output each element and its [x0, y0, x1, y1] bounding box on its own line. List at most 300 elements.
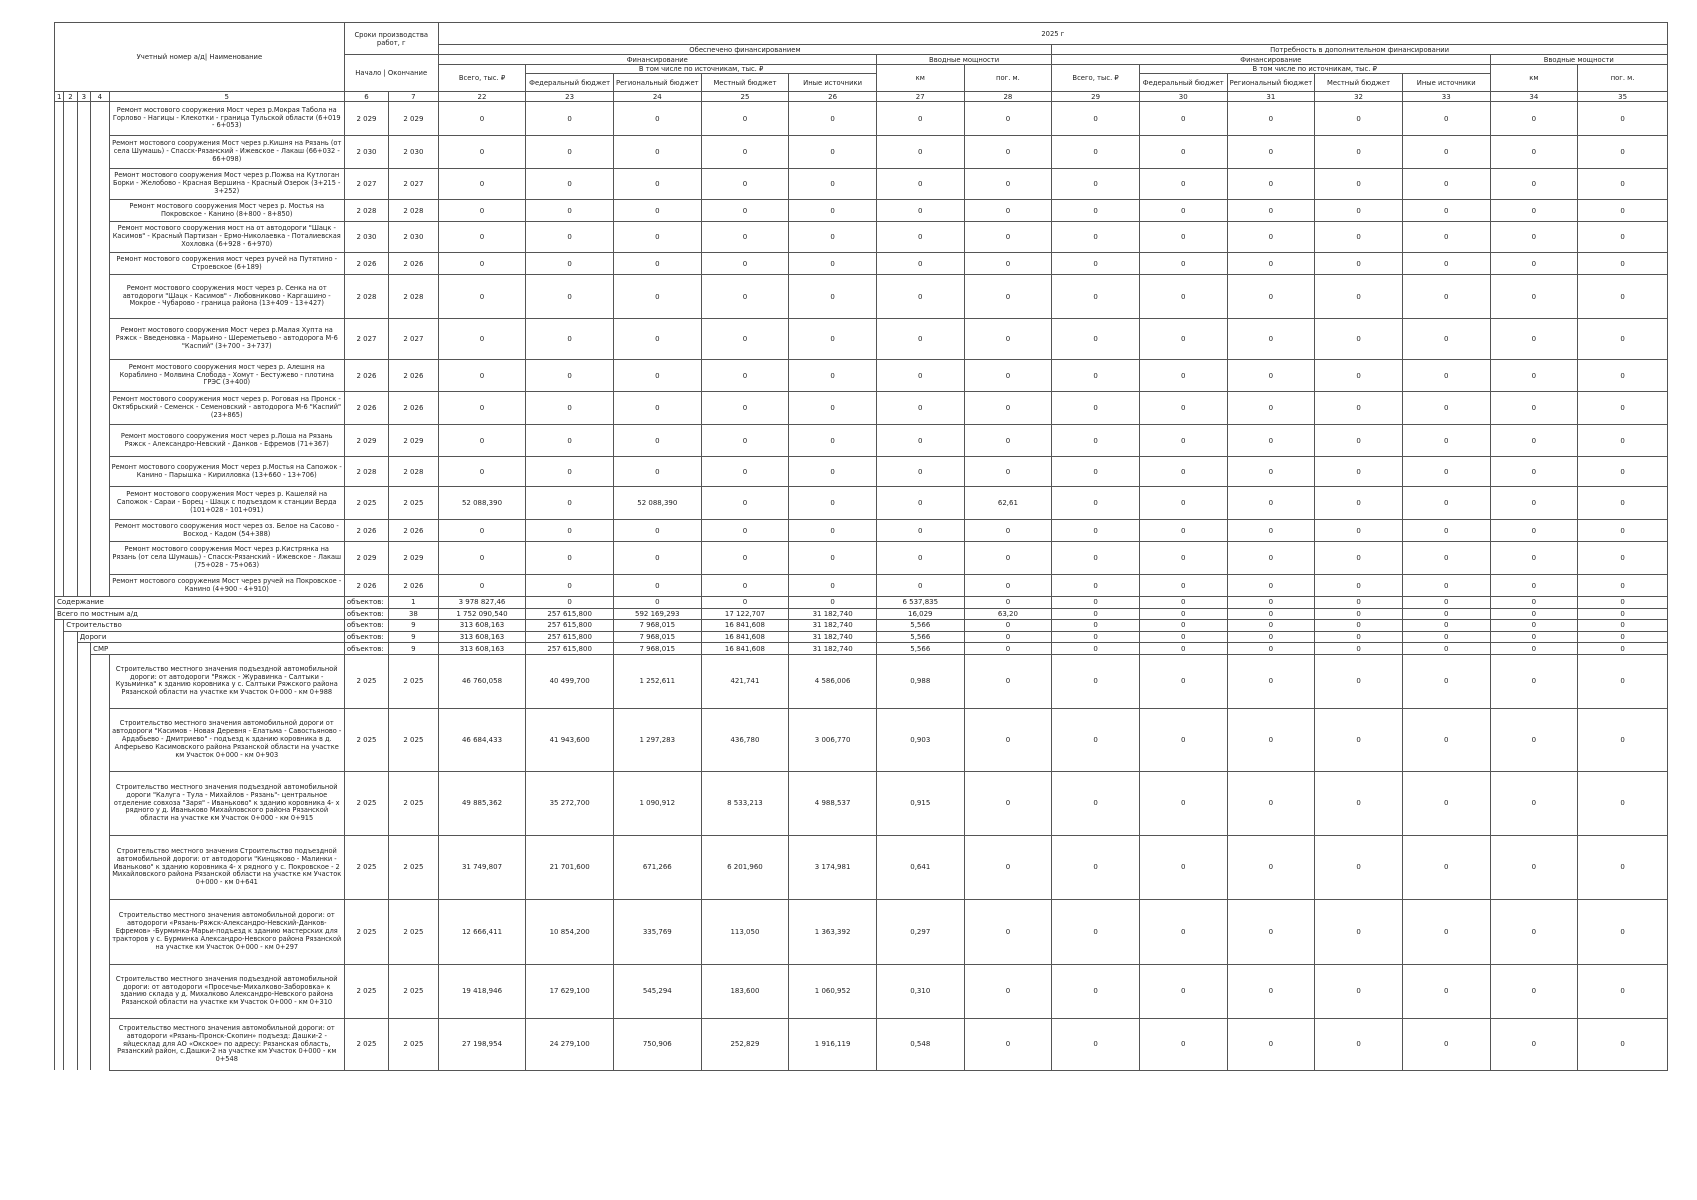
indent-cell: [77, 169, 90, 200]
value-cell: 0: [1315, 425, 1403, 457]
value-cell: 0: [1490, 708, 1578, 771]
value-cell: 0: [1402, 654, 1490, 708]
header-year: 2025 г: [438, 23, 1667, 45]
value-cell: 0: [789, 102, 877, 136]
indent-cell: [64, 392, 77, 425]
value-cell: 0: [438, 542, 526, 575]
header-start-end: Начало | Окончание: [344, 55, 438, 92]
value-cell: 0: [1490, 643, 1578, 655]
indent-cell: [77, 102, 90, 136]
value-cell: 0: [1139, 392, 1227, 425]
value-cell: 0: [526, 275, 614, 319]
indent-cell: [64, 654, 77, 708]
summary-row: [55, 631, 1668, 643]
value-cell: 0: [964, 319, 1052, 360]
header-pogm-secured: пог. м.: [964, 65, 1052, 92]
indent-cell: [64, 425, 77, 457]
summary-label: Строительство: [64, 620, 345, 632]
value-cell: 0: [701, 457, 789, 487]
value-cell: 0: [1578, 200, 1668, 222]
value-cell: 0: [701, 575, 789, 597]
value-cell: 0: [876, 169, 964, 200]
table-row: [55, 575, 1668, 597]
value-cell: 3 174,981: [789, 835, 877, 899]
value-cell: 313 608,163: [438, 631, 526, 643]
header-local: Местный бюджет: [701, 74, 789, 92]
value-cell: 0: [1402, 643, 1490, 655]
value-cell: 0: [1052, 608, 1140, 620]
value-cell: 0: [964, 835, 1052, 899]
value-cell: 0: [438, 575, 526, 597]
start-year: 2 029: [344, 425, 388, 457]
value-cell: 0: [1490, 457, 1578, 487]
indent-cell: [91, 222, 110, 253]
indent-cell: [64, 1018, 77, 1070]
value-cell: 592 169,293: [613, 608, 701, 620]
value-cell: 0: [613, 457, 701, 487]
start-year: 2 026: [344, 520, 388, 542]
value-cell: 0,903: [876, 708, 964, 771]
header-total-need: Всего, тыс. ₽: [1052, 65, 1140, 92]
indent-cell: [64, 899, 77, 964]
value-cell: 0: [701, 597, 789, 609]
value-cell: 0: [1578, 457, 1668, 487]
value-cell: 0: [964, 542, 1052, 575]
value-cell: 545,294: [613, 964, 701, 1018]
value-cell: 0: [1139, 964, 1227, 1018]
value-cell: 0: [876, 360, 964, 392]
table-row: [55, 835, 1668, 899]
value-cell: 0: [1578, 964, 1668, 1018]
value-cell: 0: [613, 575, 701, 597]
value-cell: 313 608,163: [438, 643, 526, 655]
value-cell: 0: [1490, 392, 1578, 425]
table-row: [55, 654, 1668, 708]
value-cell: 0: [1052, 899, 1140, 964]
value-cell: 1 916,119: [789, 1018, 877, 1070]
indent-cell: [91, 708, 110, 771]
column-number: 26: [789, 92, 877, 102]
value-cell: 0: [1227, 102, 1315, 136]
object-name: Ремонт мостового сооружения Мост через р.Малая Хупта на Ряжск - Введеновка - Марьино - Шереметьево - автодорога М-6 "Каспий" (3+700 - 3+737): [109, 319, 344, 360]
value-cell: 0: [1578, 319, 1668, 360]
value-cell: 0: [1139, 136, 1227, 169]
value-cell: 0: [526, 222, 614, 253]
value-cell: 0,988: [876, 654, 964, 708]
value-cell: 0: [1578, 1018, 1668, 1070]
column-number: 31: [1227, 92, 1315, 102]
value-cell: 0: [1052, 771, 1140, 835]
column-number: 34: [1490, 92, 1578, 102]
table-row: [55, 899, 1668, 964]
start-year: 2 028: [344, 275, 388, 319]
indent-cell: [91, 835, 110, 899]
indent-cell: [55, 275, 64, 319]
value-cell: 0: [1227, 457, 1315, 487]
value-cell: 0: [964, 275, 1052, 319]
header-km-need: км: [1490, 65, 1578, 92]
end-year: 2 027: [389, 169, 439, 200]
value-cell: 0: [1227, 425, 1315, 457]
value-cell: 0: [1052, 487, 1140, 520]
value-cell: 0: [789, 457, 877, 487]
value-cell: 0: [1139, 654, 1227, 708]
value-cell: 0: [613, 222, 701, 253]
value-cell: 0: [1402, 169, 1490, 200]
value-cell: 0: [964, 620, 1052, 632]
table-row: [55, 200, 1668, 222]
value-cell: 4 586,006: [789, 654, 877, 708]
value-cell: 0: [1139, 457, 1227, 487]
value-cell: 1 090,912: [613, 771, 701, 835]
value-cell: 0: [789, 597, 877, 609]
value-cell: 31 182,740: [789, 620, 877, 632]
value-cell: 0: [526, 392, 614, 425]
end-year: 2 025: [389, 487, 439, 520]
value-cell: 0: [701, 392, 789, 425]
value-cell: 0,310: [876, 964, 964, 1018]
value-cell: 0: [526, 542, 614, 575]
value-cell: 0: [1578, 597, 1668, 609]
header-sources-secured: В том числе по источникам, тыс. ₽: [526, 65, 877, 74]
value-cell: 0: [964, 1018, 1052, 1070]
value-cell: 0: [1578, 102, 1668, 136]
value-cell: 0: [1315, 275, 1403, 319]
indent-cell: [55, 222, 64, 253]
header-other: Иные источники: [789, 74, 877, 92]
table-row: [55, 360, 1668, 392]
end-year: 2 026: [389, 253, 439, 275]
value-cell: 0: [1490, 275, 1578, 319]
value-cell: 0: [1052, 654, 1140, 708]
value-cell: 0: [1402, 620, 1490, 632]
table-row: [55, 102, 1668, 136]
value-cell: 62,61: [964, 487, 1052, 520]
value-cell: 0: [701, 520, 789, 542]
value-cell: 0: [526, 102, 614, 136]
indent-cell: [91, 771, 110, 835]
value-cell: 0: [1315, 169, 1403, 200]
indent-cell: [64, 964, 77, 1018]
indent-cell: [55, 899, 64, 964]
object-name: Строительство местного значения автомобильной дороги от автодороги "Касимов - Новая Деревня - Елатьма - Савостьяново - Ардабьево - Дмитриево" - подъезд к зданию коровника в д. Алферьево Касимовского района Рязанской области на участке км Участок 0+000 - км 0+903: [109, 708, 344, 771]
summary-label: Содержание: [55, 597, 345, 609]
value-cell: 0: [964, 253, 1052, 275]
indent-cell: [55, 708, 64, 771]
value-cell: 0: [1315, 253, 1403, 275]
value-cell: 0: [1315, 360, 1403, 392]
header-other: Иные источники: [1402, 74, 1490, 92]
end-year: 2 025: [389, 964, 439, 1018]
value-cell: 0: [1490, 253, 1578, 275]
header-km-secured: км: [876, 65, 964, 92]
table-row: [55, 771, 1668, 835]
value-cell: 0: [1139, 620, 1227, 632]
value-cell: 0,641: [876, 835, 964, 899]
indent-cell: [64, 631, 77, 643]
value-cell: 17 629,100: [526, 964, 614, 1018]
value-cell: 0: [1402, 392, 1490, 425]
value-cell: 7 968,015: [613, 620, 701, 632]
start-year: 2 027: [344, 169, 388, 200]
value-cell: 0: [438, 425, 526, 457]
value-cell: 31 182,740: [789, 631, 877, 643]
indent-cell: [55, 964, 64, 1018]
value-cell: 0: [1578, 620, 1668, 632]
object-name: Ремонт мостового сооружения мост через р. Алешня на Кораблино - Молвина Слобода - Хомут - Бестужево - плотина ГРЭС (3+400): [109, 360, 344, 392]
column-number: 24: [613, 92, 701, 102]
value-cell: 52 088,390: [438, 487, 526, 520]
object-name: Ремонт мостового сооружения Мост через р. Мостья на Покровское - Канино (8+800 - 8+850): [109, 200, 344, 222]
value-cell: 0: [1578, 708, 1668, 771]
value-cell: 0: [876, 457, 964, 487]
report-sheet: [54, 22, 1668, 1071]
value-cell: 0: [964, 392, 1052, 425]
end-year: 2 026: [389, 520, 439, 542]
value-cell: 0: [1578, 631, 1668, 643]
indent-cell: [77, 392, 90, 425]
table-row: [55, 457, 1668, 487]
value-cell: 0: [1402, 360, 1490, 392]
value-cell: 0: [1490, 136, 1578, 169]
value-cell: 52 088,390: [613, 487, 701, 520]
value-cell: 0: [1227, 542, 1315, 575]
indent-cell: [91, 102, 110, 136]
value-cell: 252,829: [701, 1018, 789, 1070]
value-cell: 16 841,608: [701, 631, 789, 643]
indent-cell: [77, 200, 90, 222]
indent-cell: [64, 520, 77, 542]
value-cell: 0: [1490, 200, 1578, 222]
summary-count: 1: [389, 597, 439, 609]
value-cell: 0: [876, 102, 964, 136]
value-cell: 0: [1052, 136, 1140, 169]
indent-cell: [77, 457, 90, 487]
start-year: 2 030: [344, 136, 388, 169]
value-cell: 0: [789, 319, 877, 360]
indent-cell: [91, 520, 110, 542]
header-federal: Федеральный бюджет: [526, 74, 614, 92]
end-year: 2 025: [389, 708, 439, 771]
value-cell: 0: [1402, 964, 1490, 1018]
value-cell: 0: [964, 964, 1052, 1018]
value-cell: 0: [1490, 771, 1578, 835]
value-cell: 0: [701, 136, 789, 169]
header-sources-need: В том числе по источникам, тыс. ₽: [1139, 65, 1490, 74]
value-cell: 0: [1402, 253, 1490, 275]
header-regional: Региональный бюджет: [1227, 74, 1315, 92]
value-cell: 313 608,163: [438, 620, 526, 632]
value-cell: 0: [964, 102, 1052, 136]
column-number: 2: [64, 92, 77, 102]
value-cell: 0: [1315, 654, 1403, 708]
value-cell: 0: [1402, 425, 1490, 457]
value-cell: 257 615,800: [526, 643, 614, 655]
value-cell: 0: [1052, 222, 1140, 253]
value-cell: 8 533,213: [701, 771, 789, 835]
value-cell: 0: [526, 487, 614, 520]
indent-cell: [77, 835, 90, 899]
end-year: 2 026: [389, 575, 439, 597]
value-cell: 0: [1227, 392, 1315, 425]
value-cell: 0: [1578, 487, 1668, 520]
start-year: 2 025: [344, 835, 388, 899]
value-cell: 0: [1139, 835, 1227, 899]
table-row: [55, 487, 1668, 520]
value-cell: 0: [701, 360, 789, 392]
value-cell: 0: [964, 425, 1052, 457]
value-cell: 0: [701, 275, 789, 319]
value-cell: 17 122,707: [701, 608, 789, 620]
value-cell: 0: [789, 542, 877, 575]
value-cell: 0: [1052, 643, 1140, 655]
value-cell: 0: [1402, 899, 1490, 964]
value-cell: 0: [438, 222, 526, 253]
value-cell: 10 854,200: [526, 899, 614, 964]
indent-cell: [91, 169, 110, 200]
value-cell: 0: [1139, 708, 1227, 771]
value-cell: 0: [1315, 708, 1403, 771]
value-cell: 16 841,608: [701, 620, 789, 632]
end-year: 2 026: [389, 360, 439, 392]
object-name: Ремонт мостового сооружения мост через р.Лоша на Рязань Ряжск - Александро-Невский - Данков - Ефремов (71+367): [109, 425, 344, 457]
value-cell: 0: [1578, 542, 1668, 575]
value-cell: 0: [526, 575, 614, 597]
value-cell: 0: [613, 425, 701, 457]
value-cell: 5,566: [876, 643, 964, 655]
value-cell: 0: [1052, 631, 1140, 643]
value-cell: 46 684,433: [438, 708, 526, 771]
value-cell: 0: [438, 360, 526, 392]
value-cell: 0: [1052, 392, 1140, 425]
value-cell: 0: [1402, 542, 1490, 575]
value-cell: 0: [789, 222, 877, 253]
indent-cell: [77, 487, 90, 520]
value-cell: 0: [1139, 253, 1227, 275]
value-cell: 0: [701, 222, 789, 253]
end-year: 2 025: [389, 771, 439, 835]
start-year: 2 025: [344, 487, 388, 520]
value-cell: 0: [1315, 631, 1403, 643]
value-cell: 0: [1315, 608, 1403, 620]
value-cell: 0: [1052, 425, 1140, 457]
value-cell: 257 615,800: [526, 620, 614, 632]
value-cell: 7 968,015: [613, 643, 701, 655]
indent-cell: [55, 654, 64, 708]
value-cell: 0: [1490, 222, 1578, 253]
value-cell: 0: [701, 319, 789, 360]
column-number: 7: [389, 92, 439, 102]
value-cell: 1 297,283: [613, 708, 701, 771]
value-cell: 0: [1227, 620, 1315, 632]
value-cell: 0: [1315, 542, 1403, 575]
value-cell: 0: [1402, 708, 1490, 771]
indent-cell: [55, 575, 64, 597]
column-number: 23: [526, 92, 614, 102]
column-numbers-row: [55, 92, 1668, 102]
value-cell: 0: [1402, 520, 1490, 542]
indent-cell: [91, 200, 110, 222]
indent-cell: [64, 319, 77, 360]
start-year: 2 026: [344, 575, 388, 597]
value-cell: 0: [876, 319, 964, 360]
value-cell: 0: [1227, 200, 1315, 222]
summary-label: СМР: [91, 643, 345, 655]
value-cell: 0: [1578, 275, 1668, 319]
table-row: [55, 425, 1668, 457]
value-cell: 0: [1315, 222, 1403, 253]
indent-cell: [55, 102, 64, 136]
value-cell: 0: [1139, 425, 1227, 457]
value-cell: 0: [1139, 200, 1227, 222]
value-cell: 0: [526, 319, 614, 360]
value-cell: 0: [1315, 319, 1403, 360]
indent-cell: [55, 169, 64, 200]
indent-cell: [77, 1018, 90, 1070]
table-row: [55, 275, 1668, 319]
indent-cell: [77, 520, 90, 542]
value-cell: 0: [526, 253, 614, 275]
indent-cell: [64, 457, 77, 487]
indent-cell: [91, 899, 110, 964]
indent-cell: [64, 643, 77, 655]
value-cell: 0: [1578, 643, 1668, 655]
indent-cell: [64, 487, 77, 520]
end-year: 2 029: [389, 102, 439, 136]
value-cell: 0: [1490, 169, 1578, 200]
header-need-capacity: Вводные мощности: [1490, 55, 1667, 65]
value-cell: 0: [1315, 597, 1403, 609]
value-cell: 0: [1139, 520, 1227, 542]
value-cell: 0: [964, 643, 1052, 655]
value-cell: 0: [789, 392, 877, 425]
value-cell: 0: [1578, 253, 1668, 275]
table-row: [55, 708, 1668, 771]
object-name: Ремонт мостового сооружения Мост через р.Мостья на Сапожок - Канино - Парышка - Кирилловка (13+660 - 13+706): [109, 457, 344, 487]
start-year: 2 025: [344, 654, 388, 708]
value-cell: 0: [1578, 392, 1668, 425]
start-year: 2 029: [344, 542, 388, 575]
value-cell: 0: [1052, 200, 1140, 222]
value-cell: 421,741: [701, 654, 789, 708]
value-cell: 0,548: [876, 1018, 964, 1070]
object-name: Ремонт мостового сооружения Мост через ручей на Покровское - Канино (4+900 - 4+910): [109, 575, 344, 597]
value-cell: 0: [613, 253, 701, 275]
indent-cell: [77, 771, 90, 835]
value-cell: 0: [1578, 654, 1668, 708]
column-number: 32: [1315, 92, 1403, 102]
value-cell: 6 201,960: [701, 835, 789, 899]
value-cell: 0: [1052, 319, 1140, 360]
value-cell: 0: [964, 654, 1052, 708]
value-cell: 0: [613, 520, 701, 542]
value-cell: 0: [1315, 835, 1403, 899]
table-row: [55, 319, 1668, 360]
value-cell: 27 198,954: [438, 1018, 526, 1070]
value-cell: 0: [1227, 1018, 1315, 1070]
value-cell: 0: [1227, 708, 1315, 771]
value-cell: 0: [876, 520, 964, 542]
value-cell: 0: [1052, 542, 1140, 575]
value-cell: 6 537,835: [876, 597, 964, 609]
value-cell: 35 272,700: [526, 771, 614, 835]
value-cell: 1 752 090,540: [438, 608, 526, 620]
value-cell: 0: [1139, 222, 1227, 253]
value-cell: 0: [876, 542, 964, 575]
value-cell: 0: [1578, 835, 1668, 899]
value-cell: 0: [526, 457, 614, 487]
column-number: 33: [1402, 92, 1490, 102]
